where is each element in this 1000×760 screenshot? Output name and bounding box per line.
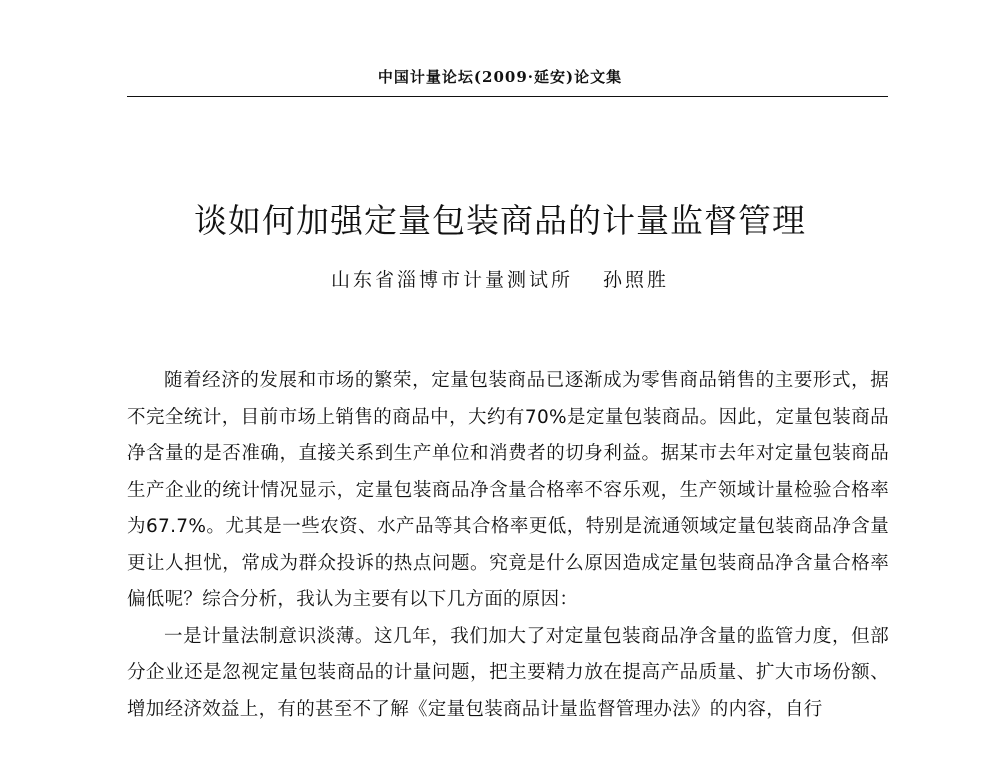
header-rule bbox=[127, 96, 888, 97]
running-header: 中国计量论坛(2009·延安)论文集 bbox=[377, 68, 623, 86]
body-paragraph-2: 一是计量法制意识淡薄。这几年，我们加大了对定量包装商品净含量的监管力度，但部分企业还是忽视定量包装商品的计量问题，把主要精力放在提高产品质量、扩大市场份额、增加经济效益上，有的甚至不了解《定量包装商品计量监督管理办法》的内容，自行 bbox=[127, 625, 889, 720]
byline bbox=[0, 265, 1000, 292]
author-name: 孙照胜 bbox=[603, 269, 670, 291]
body-paragraph-1: 随着经济的发展和市场的繁荣，定量包装商品已逐渐成为零售商品销售的主要形式，据不完全统计，目前市场上销售的商品中，大约有70%是定量包装商品。因此，定量包装商品净含量的是否准确，直接关系到生产单位和消费者的切身利益。据某市去年对定量包装商品生产企业的统计情况显示，定量包装商品净含量合格率不容乐观，生产领域计量检验合格率为67.7%。尤其是一些农资、水产品等其合格率更低，特别是流通领域定量包装商品净含量更让人担忧，常成为群众投诉的热点问题。究竟是什么原因造成定量包装商品净含量合格率偏低呢？综合分析，我认为主要有以下几方面的原因： bbox=[127, 370, 889, 610]
author-affiliation: 山东省淄博市计量测试所 bbox=[330, 269, 573, 291]
article-title: 谈如何加强定量包装商品的计量监督管理 bbox=[194, 201, 806, 240]
article-body bbox=[127, 363, 889, 728]
